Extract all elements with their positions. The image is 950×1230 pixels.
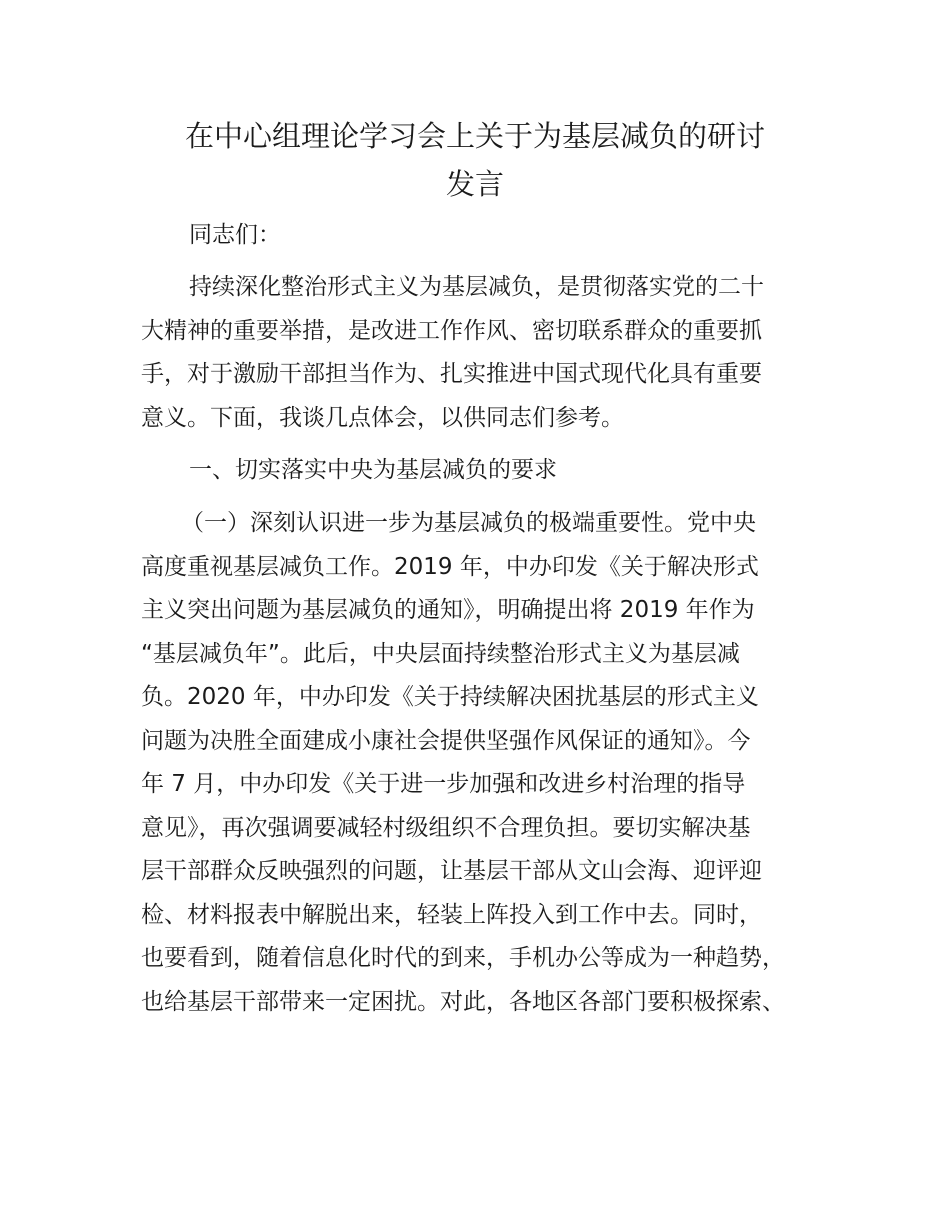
paragraph-line: 高度重视基层减负工作。2019 年，中办印发《关于解决形式: [141, 554, 759, 580]
paragraph-line: “基层减负年”。此后，中央层面持续整治形式主义为基层减: [141, 641, 740, 667]
paragraph-line: 检、材料报表中解脱出来，轻装上阵投入到工作中去。同时，: [141, 902, 762, 928]
paragraph-line: （一）深刻认识进一步为基层减负的极端重要性。党中央: [181, 510, 756, 536]
paragraph-line: 问题为决胜全面建成小康社会提供坚强作风保证的通知》。今: [141, 728, 751, 754]
document-title: [130, 112, 820, 208]
paragraph-line: 意义。下面，我谈几点体会，以供同志们参考。: [141, 405, 624, 431]
paragraph-line: 主义突出问题为基层减负的通知》，明确提出将 2019 年作为: [141, 597, 755, 623]
paragraph-line: 意见》，再次强调要减轻村级组织不合理负担。要切实解决基: [141, 815, 751, 841]
paragraph-line: 负。2020 年，中办印发《关于持续解决困扰基层的形式主义: [141, 684, 759, 710]
section-heading: 一、切实落实中央为基层减负的要求: [189, 457, 557, 483]
title-line-2: 发言: [445, 167, 504, 201]
paragraph-line: 大精神的重要举措，是改进工作作风、密切联系群众的重要抓: [141, 318, 762, 344]
paragraph-line: 年 7 月，中办印发《关于进一步加强和改进乡村治理的指导: [141, 771, 746, 797]
paragraph-line: 手，对于激励干部担当作为、扎实推进中国式现代化具有重要: [141, 361, 762, 387]
paragraph-line: 持续深化整治形式主义为基层减负，是贯彻落实党的二十: [189, 274, 764, 300]
paragraph-line: 也要看到，随着信息化时代的到来，手机办公等成为一种趋势，: [141, 945, 785, 971]
salutation: 同志们：: [189, 222, 281, 248]
paragraph-line: 层干部群众反映强烈的问题，让基层干部从文山会海、迎评迎: [141, 858, 762, 884]
paragraph-line: 也给基层干部带来一定困扰。对此，各地区各部门要积极探索、: [141, 989, 785, 1015]
title-line-1: 在中心组理论学习会上关于为基层减负的研讨: [184, 119, 765, 153]
